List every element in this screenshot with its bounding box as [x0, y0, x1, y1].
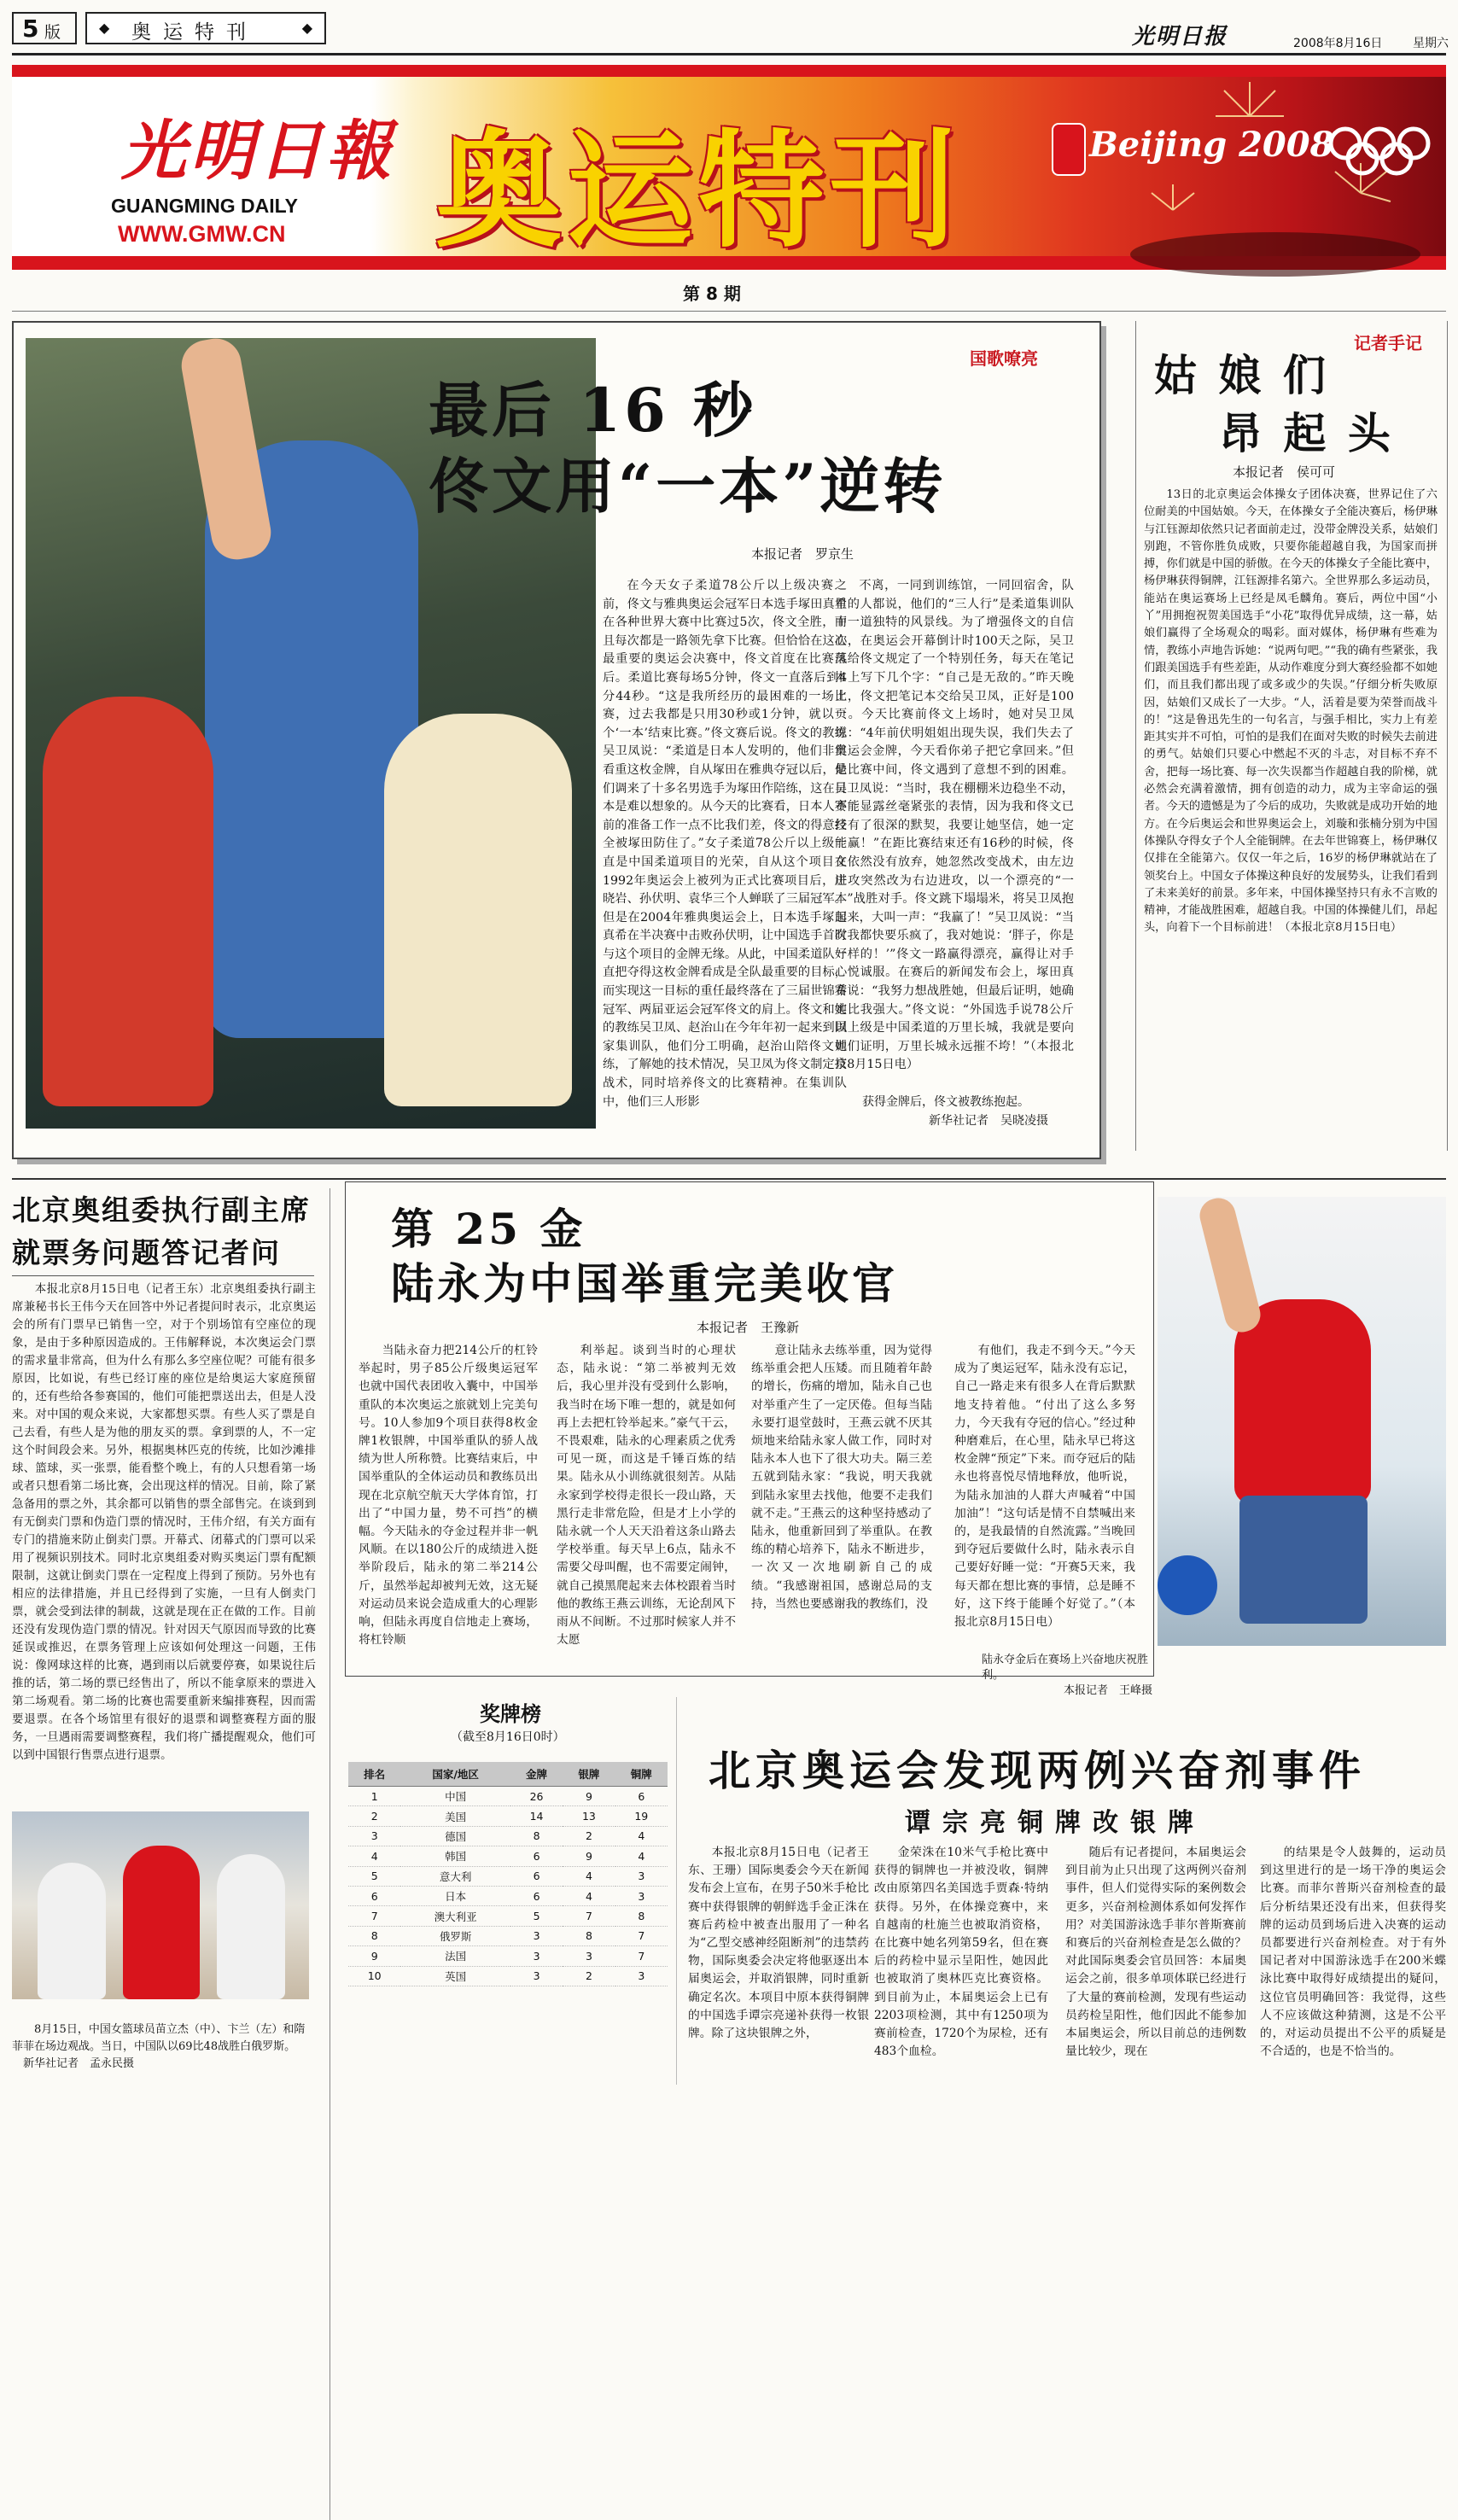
medal-table-cell: 1: [348, 1787, 400, 1806]
medal-table-cell: 6: [510, 1846, 563, 1866]
weightlifting-story-col-2: 利举起。谈到当时的心理状态，陆永说：“第二举被判无效后，我心里并没有受到什么影响，我当时在场下唯一想的，就是如何再上去把杠铃举起来。”豪气干云，不畏艰难，陆永的心理素质之优秀可见一斑，而这是千锤百炼的结果。陆永从小训练就很刻苦。从陆永家到学校得走很长一段山路，天黑行走非常危险，但是才上小学的陆永就一个人天天沿着这条山路去学校举重。每天早上6点，陆永不需要父母叫醒，也不需要定闹钟，就自己摸黑爬起来去体校跟着当时他的教练王燕云训练，无论刮风下雨从不间断。不过那时候家人并不太愿: [557, 1344, 736, 1648]
weightlifting-photo-caption: 陆永夺金后在赛场上兴奋地庆祝胜利。 本报记者 王峰摄: [982, 1654, 1152, 1697]
beijing-2008-emblem-icon: [1052, 123, 1086, 176]
medal-table-header-row: [348, 1762, 668, 1787]
notebook-column-body: 13日的北京奥运会体操女子团体决赛，世界记住了六位耐美的中国姑娘。今天，在体操女子全能决赛后，杨伊琳与江钰源却依然只记者面前走过，没带金牌没关系，姑娘们别跑，不管你胜负成败，只要你能超越自我，为国家而拼搏，你们就是中国的骄傲。在今天的体操女子全能比赛中，杨伊琳获得铜牌，江钰源排名第六。全世界那么多运动员，能站在奥运赛场上已经是凤毛麟角。赛后，两位中国“小丫”用拥抱祝贺美国选手“小花”取得优异成绩，这一幕，姑娘们赢得了全场观众的喝彩。面对媒体，杨伊琳有些难为情，教练小声地告诉她：“说两句吧。”“我的确有些紧张，我们跟美国选手有些差距，从动作难度分到大赛经验都不如她们，而且我们都出现了或多或少的失误。”仔细分析失败原因，姑娘们又成长了一大步。“人，活着是要为荣誉而战斗的！”这是鲁迅先生的一句名言，与强手相比，实力上有差距其实并不可怕，可怕的是我们在面对失败的时候失去前进的勇气。姑娘们只要心中燃起不灭的斗志，对目标不弃不舍，把每一场比赛、每一次失误都当作超越自我的阶梯，就必然会充满着激情，拥有创造的动力，成为主宰命运的强者。今天的遗憾是为了今后的成功，失败就是成功开始的地方。在今后奥运会和世界奥运会上，刘璇和张楠分别为中国体操队夺得女子个人全能铜牌。在去年世锦赛上，杨伊琳仅仅排在全能第六。仅仅一年之后，16岁的杨伊琳就站在了领奖台上。中国女子体操这种良好的发展势头，让我们看到了未来美好的前景。多年来，中国体操坚持只有永不言败的精神，才能战胜困难，超越自我。中国的体操健儿们，昂起头，向着下一个目标前进！（本报北京8月15日电）: [1144, 488, 1438, 935]
medal-table-cell: 澳大利亚: [400, 1906, 510, 1926]
basketball-photo-player-right: [217, 1854, 285, 1999]
medal-table-cell: 中国: [400, 1787, 510, 1806]
ticket-story-rule: [12, 1275, 314, 1276]
medal-table-cell: 英国: [400, 1966, 510, 1986]
medal-table-header: 国家/地区: [400, 1762, 510, 1787]
medal-table-cell: 10: [348, 1966, 400, 1986]
issue-number: 第 8 期: [683, 283, 741, 304]
medal-table-cell: 7: [615, 1926, 668, 1945]
judo-photo-figure-left: [43, 697, 213, 1106]
weightlifting-story-col-4: 有他们，我走不到今天。”今天成为了奥运冠军，陆永没有忘记，自己一路走来有很多人在背后默默地支持着他。“付出了这么多努力，今天我有夺冠的信心。”经过种种磨难后，在心里，陆永早已将这枚金牌“预定”下来。而夺冠后的陆永也将喜悦尽情地释放，他听说，为陆永加油的人群大声喊着“中国加油”！“这句话是情不自禁喊出来的，是我最情的自然流露。”当晚回到夺冠后要做什么时，陆永表示自己要好好睡一觉：“开赛5天来，我每天都在想比赛的事情，总是睡不好，这下终于能睡个好觉了。”（本报北京8月15日电）: [954, 1344, 1135, 1630]
medal-table-cell: 3: [563, 1946, 615, 1966]
medal-table-title: 奖牌榜: [480, 1701, 541, 1726]
weightlifter-photo: [1158, 1197, 1446, 1646]
doping-story-col-4: 的结果是令人鼓舞的，运动员到这里进行的是一场干净的奥运会比赛。而菲尔普斯兴奋剂检查的最后分析结果还没有出来，但获得奖牌的运动员到场后进入决赛的运动员都要进行兴奋剂检查。对于有外国记者对中国游泳选手在200米蝶泳比赛中取得好成绩提出的疑问，这位官员明确回答：我觉得，这些人不应该做这种猜测，这是不公平的，对运动员提出不公平的质疑是不合适的，也是不恰当的。: [1260, 1846, 1446, 2059]
top-rule: [12, 53, 1446, 55]
page-number: [12, 12, 77, 44]
issue-weekday: 星期六: [1413, 37, 1449, 50]
ticket-story-body: 本报北京8月15日电（记者王东）北京奥组委执行副主席兼秘书长王伟今天在回答中外记者提问时表示，北京奥运会的所有门票早已销售一空，对于个别场馆有空座位的现象，是由于多种原因造成的。王伟解释说，本次奥运会门票的需求量非常高，但为什么有那么多空座位呢？可能有很多原因，比如说，有些已经订座的座位是给奥运大家庭预留的，还有些给各参赛国的，他们可能把票送出去，但是人没来。对中国的观众来说，大家都想买票。有些人买了票是自己去看，有些人是为他的朋友买的票。拿到票的人，不一定这个时间段会来。另外，根据奥林匹克的传统，比如沙滩排球、篮球，买一张票，能看整个晚上，有的人只想看第一场或者只想看第二场比赛，会出现这样的情况。目前，除了紧急备用的票之外，其余都可以销售的票全部售完。在谈到到有无倒卖门票和伪造门票的情况时，王伟介绍，有关方面有专门的措施来防止倒卖门票。开幕式、闭幕式的门票可以采用了视频识别技术。同时北京奥组委对购买奥运门票有配额限制，这就让倒卖门票在一定程度上得到了预防。另外也有相应的法律措施，并且已经得到了实施，一旦有人倒卖门票，就会受到法律的制裁，这就是现在正在做的工作。目前还没有发现伪造门票的情况。针对因天气原因而导致的比赛延误或推迟，在票务管理上应该如何处理这一问题，王伟说：像网球这样的比赛，遇到雨以后就要停赛，如果说往后推的话，第二场的票已经售出了，所以不能拿原来的票进入第二场观看。第二场的比赛也需要重新来编排赛程，因而需要退票。在各个场馆里有很好的退票和调整赛程方面的服务，一旦遇雨需要调整赛程，我们将广播提醒观众，他们可以到中国银行售票点进行退票。: [12, 1283, 316, 1762]
medal-table-cell: 7: [615, 1946, 668, 1966]
medal-table-cell: 5: [510, 1906, 563, 1926]
medal-table-cell: 5: [348, 1866, 400, 1886]
doping-story-divider: [676, 1697, 677, 2085]
weightlifter-photo-plate: [1158, 1555, 1217, 1615]
medal-table-cell: 9: [348, 1946, 400, 1966]
medal-table-row: [348, 1846, 668, 1866]
basketball-photo-player-left: [38, 1863, 106, 1999]
medal-table-cell: 8: [510, 1826, 563, 1846]
weightlifter-photo-torso: [1234, 1299, 1371, 1504]
medal-table-row: [348, 1946, 668, 1966]
medal-table-row: [348, 1787, 668, 1806]
section-tag: [85, 12, 326, 44]
lead-story-tag: 国歌嘹亮: [970, 348, 1038, 369]
medal-table-cell: 8: [563, 1926, 615, 1945]
masthead-logo-small: 光明日报: [1132, 24, 1228, 50]
diamond-icon: ◆: [99, 20, 110, 36]
medal-table-cell: 26: [510, 1787, 563, 1806]
weightlifting-story-col-1: 当陆永奋力把214公斤的杠铃举起时，男子85公斤级奥运冠军也就中国代表团收入囊中，中国举重队的本次奥运之旅就划上完美句号。10人参加9个项目获得8枚金牌1枚银牌，中国举重队的骄人战绩为世人所称赞。比赛结束后，中国举重队的全体运动员和教练员出现在北京航空航天大学体育馆，打出了“中国力量，势不可挡”的横幅。今天陆永的夺金过程并非一帆风顺。在以180公斤的成绩进入挺举阶段后，陆永的第二举214公斤，虽然举起却被判无效，这无疑对运动员来说会造成重大的心理影响，但陆永再度自信地走上赛场，将杠铃顺: [359, 1344, 538, 1648]
ticket-story-headline-1: 北京奥组委执行副主席: [12, 1193, 311, 1227]
medal-table-cell: 4: [615, 1846, 668, 1866]
medal-table-header: 铜牌: [615, 1762, 668, 1787]
weightlifter-photo-arm: [1196, 1194, 1263, 1335]
medal-table-cell: 4: [563, 1866, 615, 1886]
medal-table-cell: 3: [510, 1946, 563, 1966]
medal-table-cell: 8: [615, 1906, 668, 1926]
medal-table-cell: 6: [510, 1866, 563, 1886]
basketball-photo-caption-text: 8月15日，中国女篮球员苗立杰（中）、卞兰（左）和隋菲菲在场边观战。当日，中国队以69比48战胜白俄罗斯。: [12, 2023, 306, 2053]
weightlifting-story-headline-1: 第 25 金: [391, 1204, 586, 1254]
lead-story-col-1: 在今天女子柔道78公斤以上级决赛之前，佟文与雅典奥运会冠军日本选手塚田真希在各种世界大赛中比赛过5次，佟文全胜，而且每次都是一路领先拿下比赛。但恰恰在这次最重要的奥运会决赛中，佟文首度在比赛落后。柔道比赛每场5分钟，佟文一直落后到4分44秒。“这是我所经历的最困难的一场比赛，过去我都是只用30秒或1分钟，就以一个‘一本’结束比赛。”佟文赛后说。佟文的教练吴卫凤说：“柔道是日本人发明的，他们非常看重这枚金牌，自从塚田在雅典夺冠以后，他们调来了十多名男选手为塚田作陪练，这在日本是难以想象的。从今天的比赛看，日本人赛前的准备工作一点不比我们差，佟文的得意技全被塚田防住了。”女子柔道78公斤以上级一直是中国柔道项目的光荣，自从这个项目在1992年奥运会上被列为正式比赛项目后，庄晓岩、孙伏明、袁华三个人蝉联了三届冠军。但是在2004年雅典奥运会上，日本选手塚田真希在半决赛中击败孙伏明，让中国选手首次与这个项目的金牌无缘。从此，中国柔道队一直把夺得这枚金牌看成是全队最重要的目标，而实现这一目标的重任最终落在了三届世锦赛冠军、两届亚运会冠军佟文的肩上。佟文和她的教练吴卫凤、赵治山在今年年初一起来到国家集训队，他们分工明确，赵治山陪佟文训练，了解她的技术情况，吴卫凤为佟文制定技战术，同时培养佟文的比赛精神。在集训队中，他们三人形影: [603, 579, 847, 1109]
lead-story-col-2: 不离，一同到训练馆，一同回宿舍，队里的人都说，他们的“三人行”是柔道集训队中一道独特的风景线。为了增强佟文的自信心，在奥运会开幕倒计时100天之际，吴卫凤给佟文规定了一个特别任务，每天在笔记本上写下几个字：“自己是无敌的。”昨天晚上，佟文把笔记本交给吴卫凤，正好是100页。今天比赛前佟文上场时，她对吴卫凤说：“4年前伏明姐姐出现失误，我们失去了奥运会金牌，今天看你弟子把它拿回来。”但是比赛中间，佟文遇到了意想不到的困难。吴卫凤说：“当时，我在棚棚米边稳坐不动，不能显露丝毫紧张的表情，因为我和佟文已经有了很深的默契，我要让她坚信，她一定能赢！”在距比赛结束还有16秒的时候，佟文依然没有放弃，她忽然改变战术，由左边进攻突然改为右边进攻，以一个漂亮的“一本”战胜对手。佟文跳下塌塌米，将吴卫凤抱起来，大叫一声：“我赢了！”吴卫凤说：“当时我都快要乐疯了，我对她说：‘胖子，你是好样的！’”佟文一路赢得漂亮，赢得让对手心悦诚服。在赛后的新闻发布会上，塚田真希说：“我努力想战胜她，但最后证明，她确实比我强大。”佟文说：“外国选手说78公斤以上级是中国柔道的万里长城，我就是要向她们证明，万里长城永远摧不垮！”（本报北京8月15日电）: [835, 579, 1074, 1072]
notebook-column-tag: 记者手记: [1354, 333, 1422, 353]
page-number-unit: 版: [44, 23, 61, 42]
medal-table-cell: 9: [563, 1787, 615, 1806]
issue-rule: [12, 311, 1446, 312]
medal-table-cell: 14: [510, 1806, 563, 1826]
medal-table-cell: 7: [563, 1906, 615, 1926]
medal-table-cell: 3: [510, 1966, 563, 1986]
medal-table-cell: 6: [510, 1886, 563, 1905]
medal-table-row: [348, 1926, 668, 1945]
beijing-2008-text: Beijing 2008: [1089, 125, 1334, 165]
doping-story-col-1: 本报北京8月15日电（记者王东、王珊）国际奥委会今天在新闻发布会上宣布，在男子50米手枪比赛中获得银牌的朝鲜选手金正洙在赛后药检中被查出服用了一种名为“乙型交感神经阻断剂”的违禁药物，国际奥委会决定将他驱逐出本届奥运会，并取消银牌，同时重新确定名次。本项目中原本获得铜牌的中国选手谭宗亮递补获得一枚银牌。除了这块银牌之外，: [688, 1846, 869, 2041]
basketball-photo-credit: 新华社记者 孟永民摄: [23, 2057, 135, 2070]
banner: [12, 65, 1446, 270]
medal-table-cell: 2: [563, 1826, 615, 1846]
medal-table-cell: 4: [563, 1886, 615, 1905]
medal-table: [348, 1762, 668, 1986]
lead-story-photo-credit: 新华社记者 吴晓凌摄: [929, 1114, 1048, 1128]
olympic-rings-icon: [1327, 126, 1438, 178]
weightlifting-photo-credit: 本报记者 王峰摄: [1063, 1684, 1152, 1697]
issue-date: 2008年8月16日: [1293, 37, 1383, 50]
medal-table-subtitle: （截至8月16日0时）: [451, 1730, 565, 1744]
lead-story-photo-caption: 获得金牌后，佟文被教练抱起。: [862, 1095, 1029, 1109]
medal-table-cell: 13: [563, 1806, 615, 1826]
medal-table-cell: 3: [615, 1966, 668, 1986]
basketball-photo: [12, 1811, 309, 1999]
medal-table-cell: 日本: [400, 1886, 510, 1905]
medal-table-cell: 3: [510, 1926, 563, 1945]
basketball-photo-player-center: [123, 1846, 200, 1999]
diamond-icon: ◆: [301, 20, 312, 36]
medal-table-cell: 俄罗斯: [400, 1926, 510, 1945]
notebook-column-byline: 本报记者 侯可可: [1233, 464, 1336, 480]
medal-table-cell: 6: [348, 1886, 400, 1905]
weightlifting-story-byline: 本报记者 王豫新: [697, 1320, 800, 1335]
banner-url: WWW.GMW.CN: [118, 221, 286, 247]
mid-rule: [12, 1178, 1446, 1180]
medal-table-cell: 德国: [400, 1826, 510, 1846]
lead-story-headline-2: 佟文用“一本”逆转: [429, 451, 947, 522]
medal-table-row: [348, 1906, 668, 1926]
weightlifting-story-headline-2: 陆永为中国举重完美收官: [391, 1258, 898, 1309]
medal-table-cell: 7: [348, 1906, 400, 1926]
medal-table-row: [348, 1886, 668, 1905]
medal-table-cell: 韩国: [400, 1846, 510, 1866]
section-tag-label: 奥运特刊: [131, 21, 258, 44]
medal-table-cell: 2: [563, 1966, 615, 1986]
weightlifter-photo-legs: [1239, 1496, 1368, 1624]
medal-table-header: 金牌: [510, 1762, 563, 1787]
medal-table-cell: 3: [615, 1886, 668, 1905]
medal-table-cell: 4: [348, 1846, 400, 1866]
medal-table-cell: 法国: [400, 1946, 510, 1966]
notebook-column-title-2: 昂 起 头: [1219, 408, 1394, 458]
doping-story-col-3: 随后有记者提问，本届奥运会到目前为止只出现了这两例兴奋剂事件，但人们觉得实际的案例数会更多，兴奋剂检测体系如何发挥作用？对美国游泳选手菲尔普斯赛前和赛后的兴奋剂检查是怎么做的？对此国际奥委会官员回答：本届奥运会之前，很多单项体联已经进行了大量的赛前检测，发现有些运动员药检呈阳性，他们因此不能参加本届奥运会，所以目前总的违例数量比较少，现在: [1065, 1846, 1246, 2059]
medal-table-row: [348, 1866, 668, 1886]
lead-story-headline-1: 最后 16 秒: [429, 375, 757, 446]
banner-logo-cn: 光明日報: [121, 113, 394, 189]
medal-table-header: 银牌: [563, 1762, 615, 1787]
medal-table-cell: 2: [348, 1806, 400, 1826]
doping-story-headline: 北京奥运会发现两例兴奋剂事件: [709, 1746, 1367, 1795]
notebook-column-title-1: 姑 娘 们: [1154, 350, 1329, 400]
judo-photo-figure-right: [384, 714, 572, 1106]
page-number-value: 5: [22, 15, 39, 43]
medal-table-row: [348, 1966, 668, 1986]
medal-table-row: [348, 1826, 668, 1846]
medal-table-cell: 4: [615, 1826, 668, 1846]
medal-table-cell: 美国: [400, 1806, 510, 1826]
medal-table-cell: 3: [615, 1866, 668, 1886]
banner-logo-en: GUANGMING DAILY: [111, 195, 298, 217]
medal-table-cell: 9: [563, 1846, 615, 1866]
banner-title: 奥运特刊: [435, 118, 961, 265]
basketball-photo-caption: [12, 2021, 309, 2073]
medal-table-row: [348, 1806, 668, 1826]
medal-table-cell: 3: [348, 1826, 400, 1846]
medal-table-cell: 19: [615, 1806, 668, 1826]
lead-story-byline: 本报记者 罗京生: [751, 546, 854, 562]
ticket-story-headline-2: 就票务问题答记者问: [12, 1236, 281, 1269]
doping-story-col-2: 金荣洙在10米气手枪比赛中获得的铜牌也一并被没收，铜牌改由原第四名美国选手贾森·特纳获得。另外，在体操竞赛中，来自越南的杜施兰也被取消资格，在比赛中她名列第59名，但在赛后的药检中显示呈阳性，她因此也被取消了奥林匹克比赛资格。到目前为止，本届奥运会上已有2203项检测，其中有1250项为赛前检查，1720个为尿检，还有483个血检。: [874, 1846, 1048, 2059]
medal-table-cell: 意大利: [400, 1866, 510, 1886]
medal-table-cell: 8: [348, 1926, 400, 1945]
weightlifting-story-col-3: 意让陆永去练举重，因为觉得练举重会把人压矮。而且随着年龄的增长，伤痛的增加，陆永自己也对举重产生了一定厌倦。但每当陆永要打退堂鼓时，王燕云就不厌其烦地来给陆永家人做工作，同时对陆永本人也下了很大功夫。隔三差五就到陆永家：“我说，明天我就到陆永家里去找他，他要不走我们就不走。”王燕云的这种坚持感动了陆永，他重新回到了举重队。在教练的精心培养下，陆永不断进步，一次又一次地刷新自己的成绩。“我感谢祖国，感谢总局的支持，当然也要感谢我的教练们，没: [751, 1344, 932, 1611]
medal-table-header: 排名: [348, 1762, 400, 1787]
doping-story-subhead: 谭宗亮铜牌改银牌: [905, 1808, 1205, 1838]
medal-table-cell: 6: [615, 1787, 668, 1806]
